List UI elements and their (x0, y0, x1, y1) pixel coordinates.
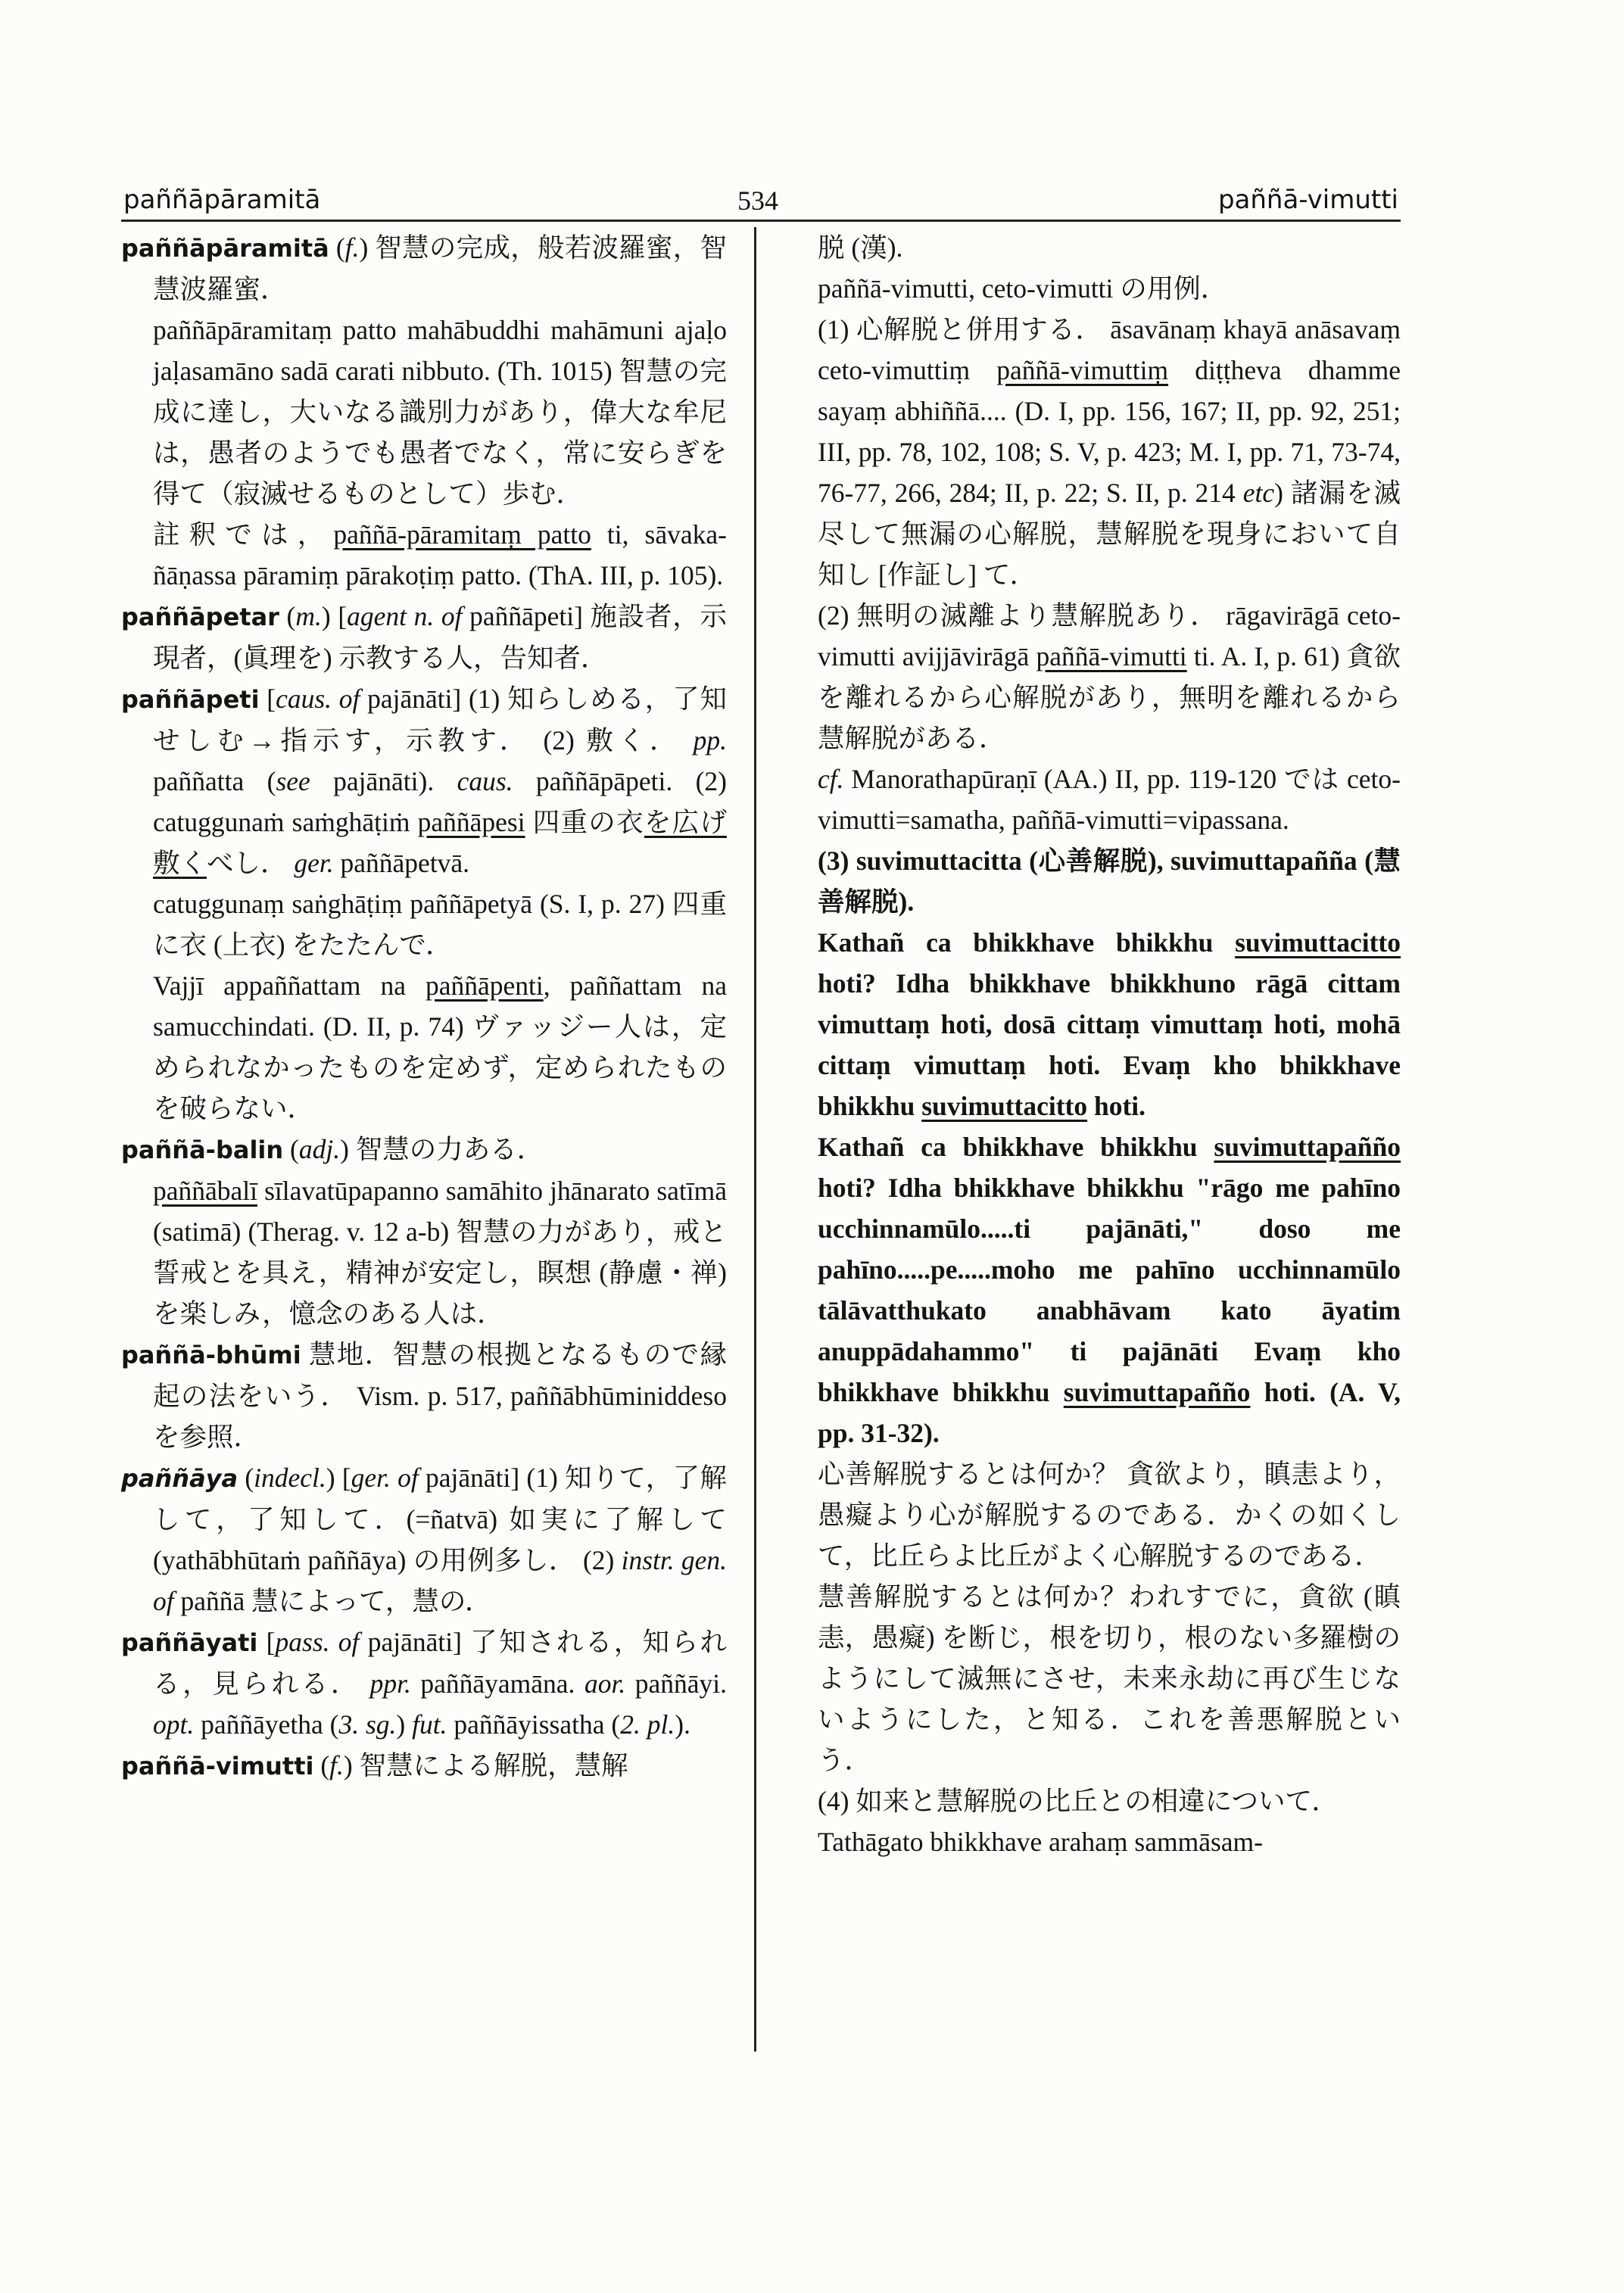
grammar-tag: adj. (298, 1134, 341, 1164)
text: paññāyi. (625, 1668, 727, 1699)
entry-text: ) 智慧の完成，般若波羅蜜，智慧波羅蜜． (153, 232, 728, 304)
text: paññāyetha ( (194, 1709, 339, 1740)
pali-passage-3: Tathāgato bhikkhave arahaṃ sammāsam- (818, 1827, 1263, 1857)
continuation-text: 脱 (漢). (818, 232, 903, 263)
usage-section-2 (818, 595, 1401, 759)
text: paññāpeti] 施設者，示現者，(眞理を) 示教する人，告知者． (153, 601, 727, 673)
headword: paññāpāramitā (121, 234, 329, 263)
citation: paññāpāramitaṃ patto mahābuddhi mahāmuni ajaḷo jaḷasamāno sadā carati nibbuto. (Th. 1015) 智慧の完成に達し，大いなる識別力があり，偉大な牟尼は，愚者のようでも愚者でなく，常に安らぎを得て（寂滅せるものとして）歩む． (153, 315, 727, 509)
grammar-tag: fut. (412, 1709, 447, 1740)
entry-panna-balin (121, 1129, 727, 1170)
grammar-tag: instr. gen. of (153, 1545, 727, 1616)
headword: paññāya (121, 1464, 238, 1493)
header-right-guide-word: paññā-vimutti (1217, 185, 1398, 215)
text: paññā 慧によって，慧の． (173, 1586, 492, 1616)
text: Manorathapūraṇī (AA.) II, pp. 119-120 では ceto-vimutti=samatha, paññā-vimutti=vipassana. (818, 764, 1401, 835)
text: hoti? Idha bhikkhave bhikkhuno rāgā cittam vimuttaṃ hoti, dosā cittaṃ vimuttaṃ hoti, mohā cittaṃ vimuttaṃ hoti. Evaṃ kho bhikkhave bhikkhu (818, 968, 1401, 1121)
header-left-guide-word: paññāpāramitā (123, 185, 321, 215)
entry-pannayati (121, 1622, 727, 1745)
citation (121, 1170, 727, 1334)
text: 慧地．智慧の根拠となるもので縁起の法をいう． Vism. p. 517, paññābhūminiddeso を参照． (153, 1339, 727, 1452)
usage-note: paññā-vimutti, ceto-vimutti の用例． (818, 273, 1228, 304)
text: pajānāti] 了知される，知られる，見られる． (153, 1627, 728, 1699)
headword: paññāpetar (121, 603, 279, 631)
grammar-tag: pass. of (275, 1627, 360, 1657)
headword: paññā-vimutti (121, 1752, 314, 1781)
grammar-tag: caus. of (276, 684, 360, 714)
text: pajānāti] (1) 知りて，了解して，了知して．(=ñatvā) 如実に了解して (yathābhūtaṁ paññāya) の用例多し． (2) (153, 1463, 727, 1575)
cross-reference (818, 759, 1401, 840)
underlined-term: paññā-pāramitaṃ patto (333, 519, 591, 550)
page-number: 534 (737, 185, 778, 216)
text: Vajjī appaññattam na (153, 970, 425, 1001)
underlined-term: suvimuttacitto (1235, 927, 1401, 958)
grammar-tag: ger. (294, 848, 334, 878)
text: paññatta ( (153, 766, 276, 796)
underlined-term: suvimuttapañño (1214, 1132, 1401, 1162)
text: hoti? Idha bhikkhave bhikkhu "rāgo me pahīno ucchinnamūlo.....ti pajānāti," doso me pahīno.....pe.....moho me pahīno ucchinnamūlo tālāvatthukato anabhāvam kato āyatim anuppādahammo" ti pajānāti Evaṃ kho bhikkhave bhikkhu (818, 1173, 1401, 1407)
text: ). (675, 1709, 690, 1740)
translation-2: 慧善解脱するとは何か？われすでに，貪欲 (瞋恚，愚癡) を断じ，根を切り，根のない多羅樹のようにして滅無にさせ，未来永劫に再び生じないようにした，と知る．これを善悪解脱という． (818, 1581, 1401, 1775)
text: paññāyamāna. (410, 1668, 584, 1699)
header-rule (121, 220, 1401, 222)
grammar-tag: m. (295, 601, 322, 631)
entry-panna-vimutti (121, 1745, 727, 1787)
underlined-term: suvimuttacitto (921, 1091, 1088, 1121)
text: Kathañ ca bhikkhave bhikkhu (818, 927, 1236, 958)
text: 四重の衣 (525, 807, 644, 837)
grammar-tag: caus. (457, 766, 513, 796)
underlined-term: paññā-vimutti (1036, 641, 1187, 671)
text: ( (283, 1134, 299, 1164)
grammar-tag: opt. (153, 1709, 195, 1740)
left-column (121, 227, 727, 1787)
entry-pannapetar (121, 596, 727, 678)
entry-pannapeti (121, 678, 727, 883)
text: ( (279, 601, 296, 631)
text: , paññattam na samucchindati. (D. II, p. 74) ヴァッジー人は，定められなかったものを定めず，定められたものを破らない． (153, 970, 727, 1123)
text: [ (259, 684, 276, 714)
entry-pannaya (121, 1457, 727, 1622)
entry-panna-bhumi (121, 1334, 727, 1457)
text: ) 智慧の力ある． (340, 1134, 544, 1164)
grammar-tag: ppr. (369, 1668, 411, 1699)
text: hoti. (1087, 1091, 1146, 1121)
underlined-term: paññābalī (153, 1176, 257, 1206)
grammar-tag: agent n. of (347, 601, 463, 631)
text: 註釈では， (153, 519, 334, 550)
text: hoti. (A. V, pp. 31-32). (818, 1377, 1401, 1448)
text: paññāpāpeti. (2) catuggunaṁ saṁghāṭiṁ (153, 766, 727, 837)
entry-text: ( (329, 232, 345, 263)
underlined-term: paññā-vimuttiṃ (996, 355, 1169, 385)
text: ( (313, 1750, 330, 1781)
commentary (121, 514, 727, 596)
text: (1) 心解脱と併用する． āsavānaṃ khayā anāsavaṃ ceto-vimuttiṃ (818, 314, 1401, 385)
pali-passage-1 (818, 922, 1401, 1126)
headword: paññāpeti (121, 685, 260, 714)
right-column (818, 227, 1401, 1862)
pali-passage-2 (818, 1126, 1401, 1453)
grammar-tag: f. (344, 232, 360, 263)
headword: paññā-balin (121, 1136, 284, 1164)
usage-section-1 (818, 309, 1401, 595)
text: ( (238, 1463, 254, 1493)
text: [ (257, 1627, 276, 1657)
grammar-tag: cf. (818, 764, 844, 794)
text: diṭṭheva dhamme sayaṃ abhiññā.... (D. I, pp. 156, 167; II, pp. 92, 251; III, pp. 78, 102, 108; S. V, p. 423; M. I, pp. 71, 73-74, 76-77, 266, 284; II, p. 22; S. II, p. 214 (818, 355, 1401, 508)
grammar-tag: 3. sg. (338, 1709, 397, 1740)
translation-1: 心善解脱するとは何か？ 貪欲より，瞋恚より，愚癡より心が解脱するのである．かくの如くして，比丘らよ比丘がよく心解脱するのである． (818, 1459, 1401, 1571)
citation: catuggunaṃ saṅghāṭiṃ paññāpetyā (S. I, p. 27) 四重に衣 (上衣) をたたんで． (153, 889, 727, 960)
underlined-term: paññāpenti (425, 970, 544, 1001)
grammar-tag: aor. (584, 1668, 626, 1699)
usage-section-3: (3) suvimuttacitta (心善解脱), suvimuttapañña (慧善解脱). (818, 846, 1401, 917)
headword: paññāyati (121, 1628, 258, 1657)
text: paññāyissatha ( (447, 1709, 621, 1740)
text: べし． (207, 848, 295, 878)
grammar-tag: indecl. (254, 1463, 326, 1493)
text: pajānāti). (310, 766, 457, 796)
underlined-term: を広げ敷く (153, 807, 727, 878)
grammar-tag: 2. pl. (620, 1709, 675, 1740)
text: ) 諸漏を滅尽して無漏の心解脱，慧解脱を現身において自知し [作証し] て． (818, 478, 1401, 590)
entry-pannaparamita (121, 227, 727, 310)
grammar-tag: ger. of (351, 1463, 419, 1493)
text: ti. A. I, p. 61) 貪欲を離れるから心解脱があり，無明を離れるから慧解脱がある． (818, 641, 1401, 753)
text: ) [ (326, 1463, 351, 1493)
text: sīlavatūpapanno samāhito jhānarato satīmā (satimā) (Therag. v. 12 a-b) 智慧の力があり，戒と誓戒とを具え，精神が安定し，瞑想 (静慮・禅) を楽しみ，憶念のある人は． (153, 1176, 727, 1329)
citation (121, 965, 727, 1129)
underlined-term: paññāpesi (417, 807, 525, 837)
headword: paññā-bhūmi (121, 1341, 301, 1369)
text: ti, sāvaka-ñāṇassa pāramiṃ pārakoṭiṃ patto. (ThA. III, p. 105). (153, 519, 727, 590)
text: ) 智慧による解脱，慧解 (343, 1750, 628, 1781)
usage-section-4: (4) 如来と慧解脱の比丘との相違について． (818, 1786, 1339, 1816)
column-divider (754, 227, 756, 2052)
grammar-tag: pp. (693, 725, 727, 756)
text: paññāpetvā. (333, 848, 470, 878)
text: ) [ (321, 601, 348, 631)
grammar-tag: see (276, 766, 310, 796)
text: pajānāti] (1) 知らしめる，了知せしむ→指示す，示教す． (2) 敷く． (153, 684, 727, 756)
text: Kathañ ca bhikkhave bhikkhu (818, 1132, 1214, 1162)
grammar-tag: f. (329, 1750, 344, 1781)
grammar-tag: etc (1242, 478, 1275, 508)
underlined-term: suvimuttapañño (1063, 1377, 1251, 1407)
text: ) (396, 1709, 413, 1740)
text: (2) 無明の滅離より慧解脱あり． rāgavirāgā ceto-vimutti avijjāvirāgā (818, 600, 1401, 671)
